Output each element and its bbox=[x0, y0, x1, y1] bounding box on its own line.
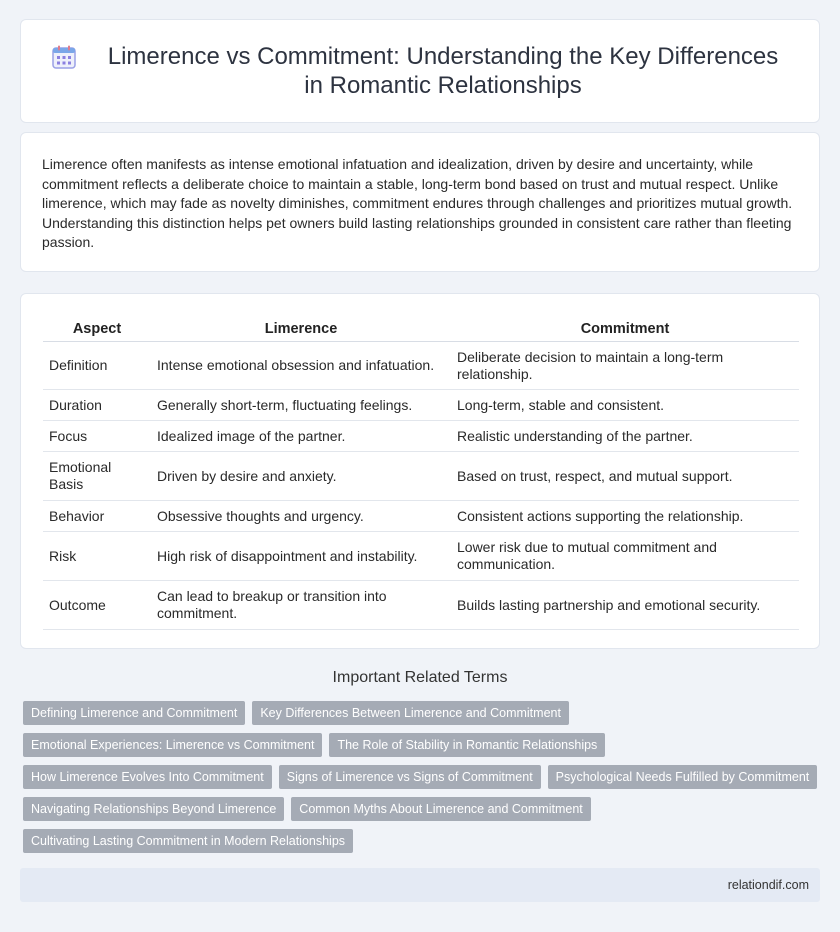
footer bbox=[20, 868, 820, 902]
cell-commitment: Consistent actions supporting the relationship. bbox=[451, 501, 799, 532]
comparison-table bbox=[43, 312, 799, 630]
related-term-link[interactable]: Common Myths About Limerence and Commitment bbox=[291, 797, 590, 821]
table-row bbox=[43, 501, 799, 532]
related-term-link[interactable]: Key Differences Between Limerence and Commitment bbox=[252, 701, 569, 725]
title-wrap bbox=[21, 20, 819, 122]
related-terms-list bbox=[23, 701, 823, 853]
cell-limerence: Driven by desire and anxiety. bbox=[151, 452, 451, 501]
cell-limerence: Generally short-term, fluctuating feelings. bbox=[151, 390, 451, 421]
cell-limerence: Idealized image of the partner. bbox=[151, 421, 451, 452]
cell-commitment: Long-term, stable and consistent. bbox=[451, 390, 799, 421]
related-terms-heading: Important Related Terms bbox=[332, 669, 508, 686]
table-row bbox=[43, 581, 799, 630]
related-term-link[interactable]: Navigating Relationships Beyond Limerence bbox=[23, 797, 284, 821]
cell-aspect: Risk bbox=[43, 532, 151, 581]
related-term-link[interactable]: How Limerence Evolves Into Commitment bbox=[23, 765, 272, 789]
cell-aspect: Outcome bbox=[43, 581, 151, 630]
footer-site-link[interactable]: relationdif.com bbox=[727, 878, 809, 892]
cell-aspect: Behavior bbox=[43, 501, 151, 532]
calendar-icon bbox=[51, 44, 77, 70]
comparison-table-card bbox=[20, 293, 820, 649]
related-term-link[interactable]: Emotional Experiences: Limerence vs Commitment bbox=[23, 733, 322, 757]
related-term-link[interactable]: Psychological Needs Fulfilled by Commitment bbox=[548, 765, 818, 789]
cell-limerence: Intense emotional obsession and infatuation. bbox=[151, 342, 451, 390]
cell-aspect: Emotional Basis bbox=[43, 452, 151, 501]
table-row bbox=[43, 342, 799, 390]
cell-commitment: Builds lasting partnership and emotional security. bbox=[451, 581, 799, 630]
cell-commitment: Deliberate decision to maintain a long-term relationship. bbox=[451, 342, 799, 390]
page-title: Limerence vs Commitment: Understanding the Key Differences in Romantic Relationships bbox=[107, 43, 779, 99]
cell-commitment: Based on trust, respect, and mutual support. bbox=[451, 452, 799, 501]
cell-limerence: High risk of disappointment and instability. bbox=[151, 532, 451, 581]
related-term-link[interactable]: The Role of Stability in Romantic Relationships bbox=[329, 733, 605, 757]
table-row bbox=[43, 390, 799, 421]
title-card bbox=[20, 19, 820, 123]
cell-limerence: Can lead to breakup or transition into commitment. bbox=[151, 581, 451, 630]
header-limerence: Limerence bbox=[151, 312, 451, 342]
cell-aspect: Focus bbox=[43, 421, 151, 452]
related-term-link[interactable]: Defining Limerence and Commitment bbox=[23, 701, 245, 725]
cell-aspect: Definition bbox=[43, 342, 151, 390]
cell-aspect: Duration bbox=[43, 390, 151, 421]
table-row bbox=[43, 532, 799, 581]
intro-paragraph: Limerence often manifests as intense emotional infatuation and idealization, driven by desire and uncertainty, while commitment reflects a deliberate choice to maintain a stable, long-term bond based on trust and mutual respect. Unlike limerence, which may fade as novelty diminishes, commitment endures through challenges and prioritizes mutual growth. Understanding this distinction helps pet owners build lasting relationships grounded in consistent care rather than fleeting passion. bbox=[42, 156, 793, 250]
cell-limerence: Obsessive thoughts and urgency. bbox=[151, 501, 451, 532]
cell-commitment: Lower risk due to mutual commitment and communication. bbox=[451, 532, 799, 581]
header-commitment: Commitment bbox=[451, 312, 799, 342]
table-row bbox=[43, 452, 799, 501]
intro-card bbox=[20, 132, 820, 272]
header-aspect: Aspect bbox=[43, 312, 151, 342]
cell-commitment: Realistic understanding of the partner. bbox=[451, 421, 799, 452]
table-row bbox=[43, 421, 799, 452]
related-term-link[interactable]: Cultivating Lasting Commitment in Modern Relationships bbox=[23, 829, 353, 853]
table-header-row bbox=[43, 312, 799, 342]
related-term-link[interactable]: Signs of Limerence vs Signs of Commitment bbox=[279, 765, 541, 789]
